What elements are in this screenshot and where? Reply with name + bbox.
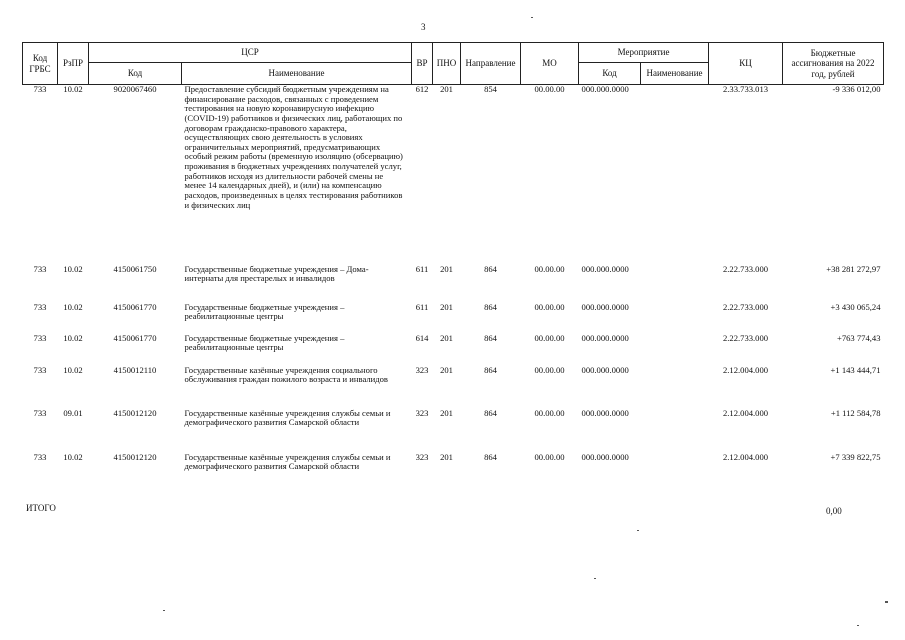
cell-vr: 612: [415, 84, 429, 94]
cell-amount: -9 336 012,00: [832, 84, 881, 94]
cell-csr: 4150012110: [113, 364, 157, 375]
cell-mo: 00.00.00: [534, 84, 565, 94]
table-row: [23, 366, 884, 409]
cell-amount: +1 112 584,78: [830, 407, 881, 418]
cell-amount: +763 774,43: [836, 332, 881, 343]
cell-napr: 864: [484, 451, 497, 462]
cell-kc: 2.12.004.000: [722, 451, 769, 462]
cell-mo: 00.00.00: [534, 451, 565, 462]
cell-kc: 2.12.004.000: [722, 407, 769, 418]
header-mo: МО: [521, 43, 579, 85]
header-csr: ЦСР: [89, 43, 412, 63]
cell-mo: 00.00.00: [534, 332, 565, 343]
cell-name: Государственные бюджетные учреждения – Дома-интернаты для престарелых и инвалидов: [184, 263, 369, 284]
cell-napr: 864: [484, 332, 497, 343]
cell-mo: 00.00.00: [534, 263, 565, 274]
budget-table: [22, 42, 884, 493]
cell-mo: 00.00.00: [534, 301, 565, 312]
cell-grbs: 733: [33, 84, 47, 94]
cell-mer-name: [641, 409, 709, 453]
header-pno: ПНО: [433, 43, 461, 85]
cell-csr: 4150061770: [113, 332, 157, 343]
table-row: [23, 334, 884, 366]
cell-mer-name: [641, 85, 709, 265]
table-row: [23, 265, 884, 303]
cell-napr: 864: [484, 407, 497, 418]
table-body: [23, 85, 884, 493]
scan-speck: [163, 610, 165, 611]
cell-mer-name: [641, 366, 709, 409]
header-vr: ВР: [412, 43, 433, 85]
cell-grbs: 733: [33, 364, 47, 375]
cell-mer-name: [641, 453, 709, 493]
cell-mo: 00.00.00: [534, 407, 565, 418]
cell-name: Государственные бюджетные учреждения – реабилитационные центры: [184, 332, 345, 353]
cell-vr: 323: [415, 407, 429, 418]
cell-name: Предоставление субсидий бюджетным учреждениям на финансирование расходов, связанных с проведением тестирования на новую коронавирусную инфекцию (COVID-19) работников и физических лиц, работающих по договорам гражданско-правового характера, осуществляющих свою деятельность в условиях ограничительных мероприятий, предусматривающих особый режим работы (временную изоляцию (обсервацию) проживания в бюджетных учреждениях получателей услуг, работников исходя из длительности рабочей смены не менее 14 календарных дней), и (или) на компенсацию расходов, произведенных в целях тестирования работников и физических лиц: [184, 84, 403, 210]
cell-vr: 611: [415, 263, 429, 274]
table-header: [23, 43, 884, 85]
scan-speck: [637, 530, 639, 531]
cell-napr: 854: [484, 84, 497, 94]
cell-csr: 4150012120: [113, 451, 157, 462]
cell-rzpr: 10.02: [63, 332, 83, 343]
cell-pno: 201: [440, 84, 453, 94]
header-meropriyatie: Мероприятие: [579, 43, 709, 63]
cell-csr: 4150061750: [113, 263, 157, 274]
cell-pno: 201: [440, 451, 453, 462]
cell-grbs: 733: [33, 301, 47, 312]
cell-kc: 2.12.004.000: [722, 364, 769, 375]
cell-amount: +3 430 065,24: [830, 301, 881, 312]
header-csr-kod: Код: [89, 63, 182, 85]
cell-pno: 201: [440, 407, 453, 418]
header-napravlenie: Направление: [461, 43, 521, 85]
header-kod-grbs: Код ГРБС: [23, 43, 58, 85]
cell-csr: 4150061770: [113, 301, 157, 312]
cell-kc: 2.22.733.000: [722, 301, 769, 312]
cell-mer-kod: 000.000.0000: [581, 364, 629, 375]
cell-name: Государственные бюджетные учреждения – реабилитационные центры: [184, 301, 345, 322]
cell-napr: 864: [484, 263, 497, 274]
cell-mer-name: [641, 303, 709, 334]
cell-kc: 2.22.733.000: [722, 332, 769, 343]
scan-speck: [885, 601, 888, 603]
cell-mer-kod: 000.000.0000: [581, 301, 629, 312]
cell-mer-kod: 000.000.0000: [581, 451, 629, 462]
cell-mer-kod: 000.000.0000: [581, 84, 629, 94]
scan-speck: [531, 17, 533, 18]
cell-vr: 323: [415, 364, 429, 375]
cell-rzpr: 10.02: [63, 364, 83, 375]
header-csr-name: Наименование: [182, 63, 412, 85]
cell-pno: 201: [440, 332, 453, 343]
cell-mo: 00.00.00: [534, 364, 565, 375]
cell-rzpr: 10.02: [63, 263, 83, 274]
cell-rzpr: 10.02: [63, 451, 83, 462]
cell-csr: 9020067460: [113, 84, 157, 94]
page-number: 3: [421, 22, 426, 32]
cell-pno: 201: [440, 301, 453, 312]
cell-mer-name: [641, 334, 709, 366]
cell-kc: 2.22.733.000: [722, 263, 769, 274]
scan-speck: [594, 578, 596, 579]
table-row: [23, 303, 884, 334]
cell-name: Государственные казённые учреждения службы семьи и демографического развития Самарской области: [184, 407, 391, 428]
cell-grbs: 733: [33, 451, 47, 462]
total-value: 0,00: [826, 506, 842, 516]
header-kc: КЦ: [709, 43, 783, 85]
cell-csr: 4150012120: [113, 407, 157, 418]
cell-pno: 201: [440, 263, 453, 274]
cell-vr: 614: [415, 332, 429, 343]
cell-mer-kod: 000.000.0000: [581, 263, 629, 274]
cell-grbs: 733: [33, 407, 47, 418]
cell-amount: +38 281 272,97: [826, 263, 881, 274]
cell-mer-name: [641, 265, 709, 303]
total-label: ИТОГО: [26, 503, 56, 513]
cell-kc: 2.33.733.013: [722, 84, 769, 94]
cell-mer-kod: 000.000.0000: [581, 407, 629, 418]
header-mer-kod: Код: [579, 63, 641, 85]
cell-napr: 864: [484, 364, 497, 375]
cell-napr: 864: [484, 301, 497, 312]
cell-rzpr: 10.02: [63, 301, 83, 312]
cell-name: Государственные казённые учреждения социального обслуживания граждан пожилого возраста и инвалидов: [184, 364, 388, 385]
cell-pno: 201: [440, 364, 453, 375]
table-row: [23, 409, 884, 453]
header-budget: Бюджетные ассигнования на 2022 год, рублей: [783, 43, 884, 85]
cell-vr: 323: [415, 451, 429, 462]
header-rzpr: РзПР: [58, 43, 89, 85]
scan-speck: [857, 625, 859, 626]
cell-grbs: 733: [33, 332, 47, 343]
cell-amount: +7 339 822,75: [830, 451, 881, 462]
cell-grbs: 733: [33, 263, 47, 274]
cell-vr: 611: [415, 301, 429, 312]
cell-rzpr: 10.02: [63, 84, 83, 94]
table-row: [23, 453, 884, 493]
table-row: [23, 85, 884, 265]
cell-amount: +1 143 444,71: [830, 364, 881, 375]
cell-name: Государственные казённые учреждения службы семьи и демографического развития Самарской области: [184, 451, 391, 472]
cell-mer-kod: 000.000.0000: [581, 332, 629, 343]
cell-rzpr: 09.01: [63, 407, 83, 418]
header-mer-name: Наименование: [641, 63, 709, 85]
